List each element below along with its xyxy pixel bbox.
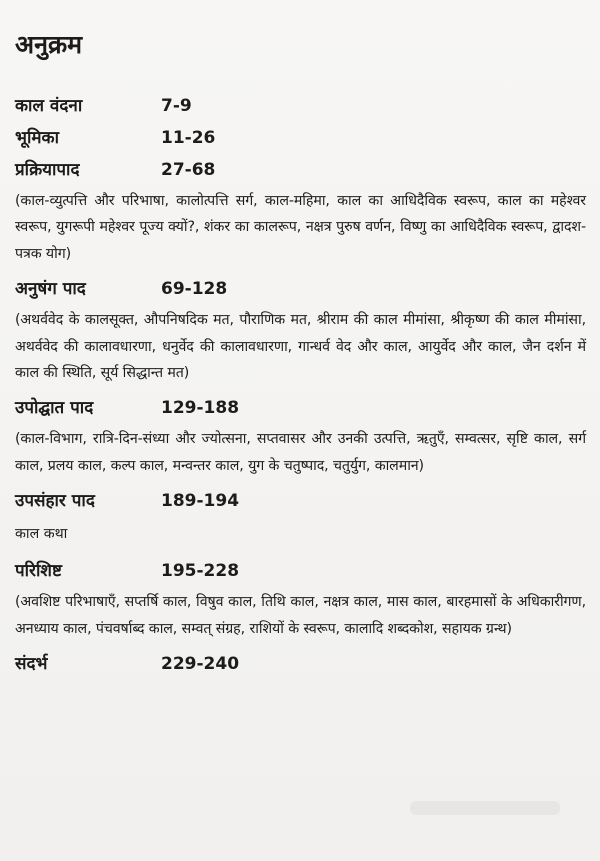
toc-entry-head: [15, 122, 586, 154]
toc-entry-description: (काल-विभाग, रात्रि-दिन-संध्या और ज्योत्सना, सप्तवासर और उनकी उत्पत्ति, ऋतुएँ, सम्वत्सर, सृष्टि काल, सर्ग काल, प्रलय काल, कल्प काल, मन्वन्तर काल, युग के चतुष्पाद, चतुर्युग, कालमान): [15, 431, 586, 474]
toc-entry-name: भूमिका: [15, 128, 59, 148]
toc-entry-head: [15, 392, 586, 424]
toc-entry-name: उपसंहार पाद: [15, 491, 95, 512]
toc-entry-name: परिशिष्ट: [15, 561, 62, 582]
toc-entry-head: [15, 648, 586, 680]
toc-entry-pages: 7-9: [161, 96, 192, 116]
table-of-contents: [15, 90, 586, 680]
toc-entry-upodghat-paad: [15, 392, 586, 485]
toc-entry-anushang-paad: [15, 273, 586, 392]
toc-entry-sandarbh: [15, 648, 586, 680]
toc-entry-head: [15, 154, 586, 186]
toc-entry-head: [15, 90, 586, 122]
toc-entry-pages: 27-68: [161, 160, 216, 180]
faint-bleed-through: [410, 801, 560, 815]
toc-entry-description: (अथर्ववेद के कालसूक्त, औपनिषदिक मत, पौराणिक मत, श्रीराम की काल मीमांसा, श्रीकृष्ण की काल मीमांसा, अथर्ववेद की कालावधारणा, धनुर्वेद की कालावधारणा, गान्धर्व वेद और काल, आयुर्वेद और काल, जैन दर्शन में काल की स्थिति, सूर्य सिद्धान्त मत): [15, 312, 586, 382]
toc-entry-pages: 11-26: [161, 128, 216, 148]
toc-entry-upsanhar-paad: [15, 485, 586, 555]
toc-entry-head: [15, 273, 586, 305]
toc-entry-prakriyapaad: [15, 154, 586, 273]
toc-entry-name: संदर्भ: [15, 654, 48, 675]
toc-entry-pages: 69-128: [161, 279, 228, 300]
toc-entry-parishisht: [15, 555, 586, 648]
toc-entry-name: काल वंदना: [15, 96, 83, 116]
toc-entry-head: [15, 485, 586, 517]
toc-entry-bhumika: [15, 122, 586, 154]
toc-entry-kaal-vandana: [15, 90, 586, 122]
page-title: अनुक्रम: [15, 30, 83, 59]
toc-entry-name: अनुषंग पाद: [15, 279, 86, 300]
toc-entry-pages: 189-194: [161, 491, 240, 512]
toc-entry-subtitle: काल कथा: [15, 526, 68, 543]
toc-entry-pages: 195-228: [161, 561, 240, 582]
toc-entry-description: (काल-व्युत्पत्ति और परिभाषा, कालोत्पत्ति सर्ग, काल-महिमा, काल का आधिदैविक स्वरूप, काल का महेश्वर स्वरूप, युगरूपी महेश्वर पूज्य क्यों?, शंकर का कालरूप, नक्षत्र पुरुष वर्णन, विष्णु का आधिदैविक स्वरूप, द्वादश-पत्रक योग): [15, 193, 586, 262]
toc-entry-name: प्रक्रियापाद: [15, 160, 80, 180]
toc-entry-name: उपोद्घात पाद: [15, 398, 94, 419]
toc-entry-description: (अवशिष्ट परिभाषाएँ, सप्तर्षि काल, विषुव काल, तिथि काल, नक्षत्र काल, मास काल, बारहमासों के अधिकारीगण, अनध्याय काल, पंचवर्षाब्द काल, सम्वत् संग्रह, राशियों के स्वरूप, कालादि शब्दकोश, सहायक ग्रन्थ): [15, 594, 586, 637]
toc-entry-pages: 129-188: [161, 398, 240, 419]
toc-entry-pages: 229-240: [161, 654, 240, 675]
toc-entry-head: [15, 555, 586, 587]
